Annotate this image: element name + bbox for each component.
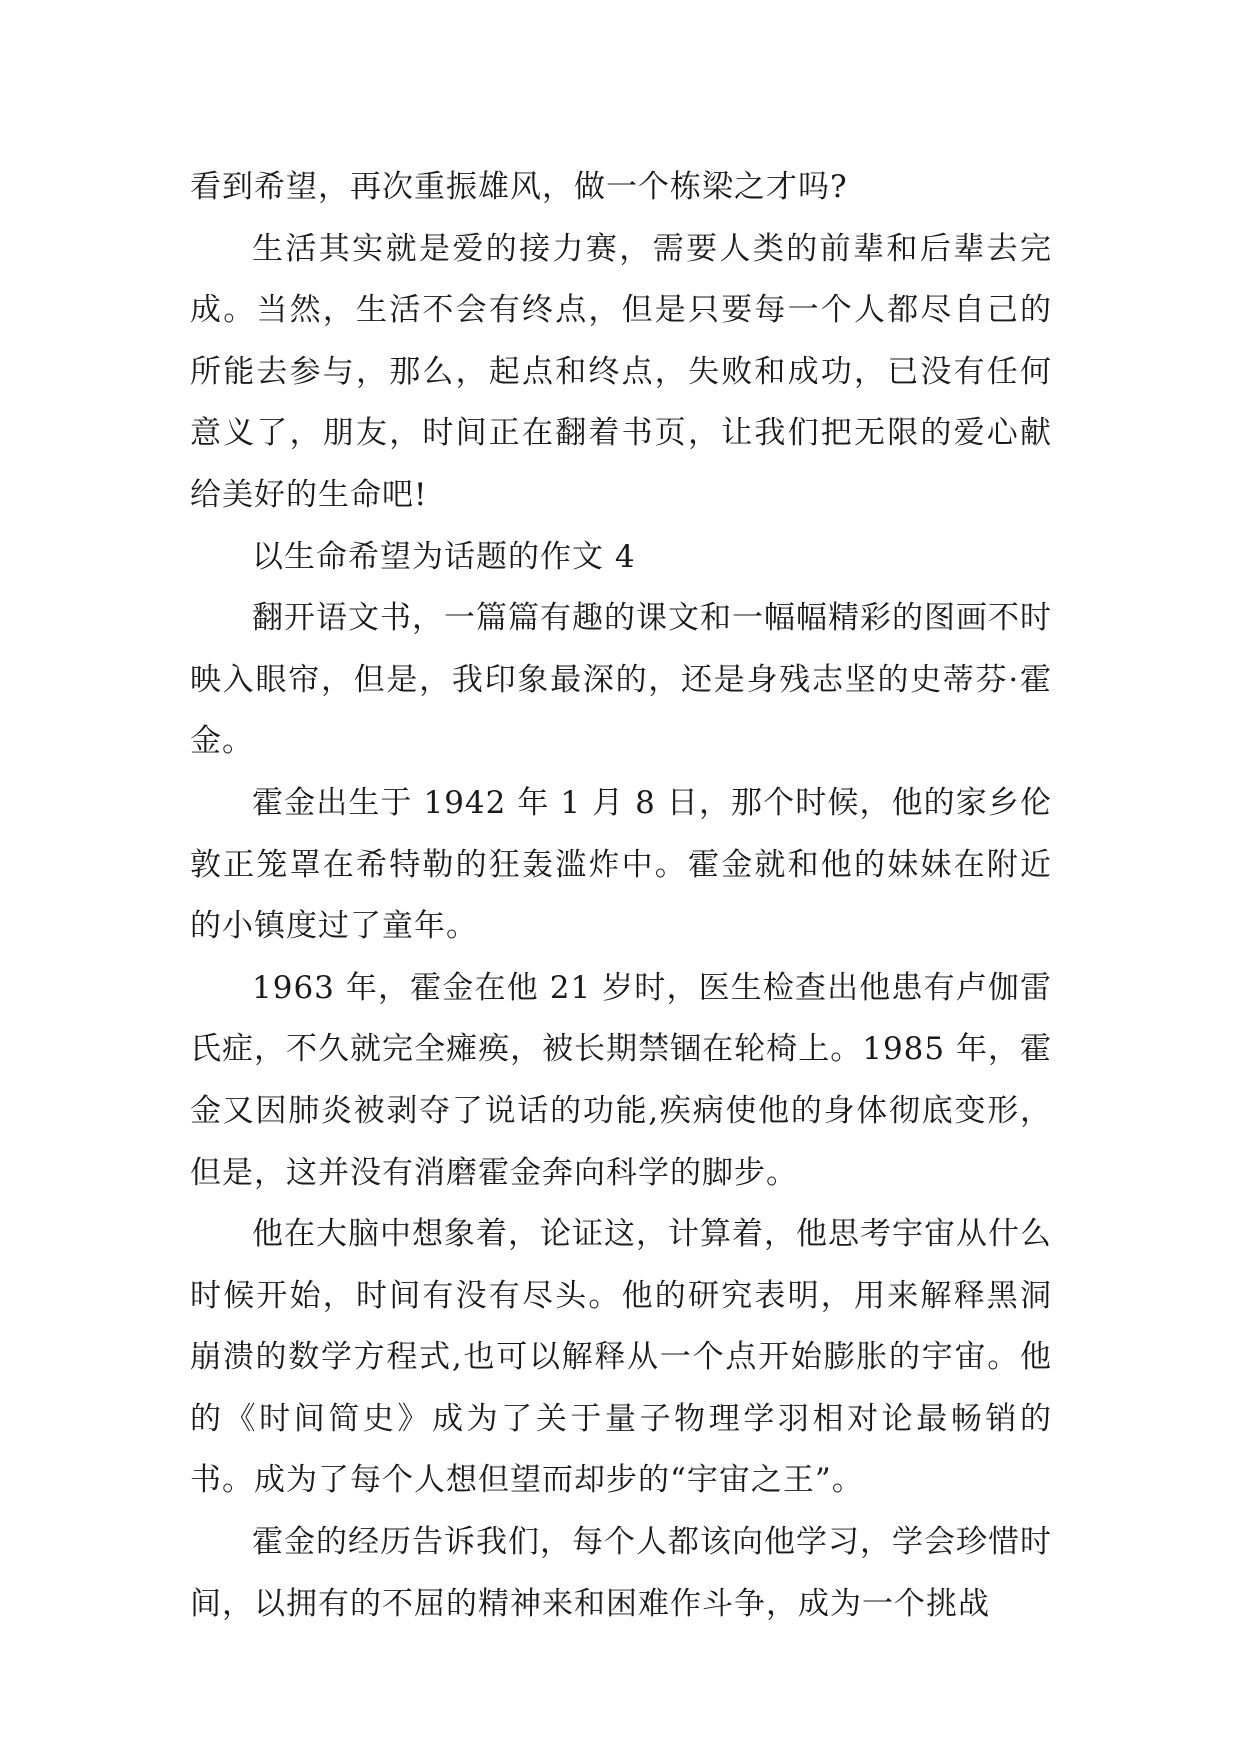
paragraph-lesson: 霍金的经历告诉我们，每个人都该向他学习，学会珍惜时间，以拥有的不屈的精神来和困难作斗争，成为一个挑战 bbox=[190, 1524, 1052, 1622]
paragraph-hawking-illness: 1963 年，霍金在他 21 岁时，医生检查出他患有卢伽雷氏症，不久就完全瘫痪，被长期禁锢在轮椅上。1985 年，霍金又因肺炎被剥夺了说话的功能,疾病使他的身体彻底变形，但是，这并没有消磨霍金奔向科学的脚步。 bbox=[190, 969, 1052, 1191]
paragraph-hawking-birth: 霍金出生于 1942 年 1 月 8 日，那个时候，他的家乡伦敦正笼罩在希特勒的狂轰滥炸中。霍金就和他的妹妹在附近的小镇度过了童年。 bbox=[190, 784, 1052, 945]
essay-heading: 以生命希望为话题的作文 4 bbox=[252, 538, 636, 575]
paragraph-textbook: 翻开语文书，一篇篇有趣的课文和一幅幅精彩的图画不时映入眼帘，但是，我印象最深的，还是身残志坚的史蒂芬·霍金。 bbox=[190, 600, 1052, 760]
document-body bbox=[190, 157, 1052, 1635]
paragraph-continuation: 看到希望，再次重振雄风，做一个栋梁之才吗? bbox=[190, 169, 848, 205]
paragraph-relay-of-love: 生活其实就是爱的接力赛，需要人类的前辈和后辈去完成。当然，生活不会有终点，但是只要每一个人都尽自己的所能去参与，那么，起点和终点，失败和成功，已没有任何意义了，朋友，时间正在翻着书页，让我们把无限的爱心献给美好的生命吧! bbox=[190, 230, 1052, 513]
paragraph-hawking-research: 他在大脑中想象着，论证这，计算着，他思考宇宙从什么时候开始，时间有没有尽头。他的研究表明，用来解释黑洞崩溃的数学方程式,也可以解释从一个点开始膨胀的宇宙。他的《时间简史》成为了关于量子物理学羽相对论最畅销的书。成为了每个人想但望而却步的“宇宙之王”。 bbox=[190, 1216, 1052, 1499]
